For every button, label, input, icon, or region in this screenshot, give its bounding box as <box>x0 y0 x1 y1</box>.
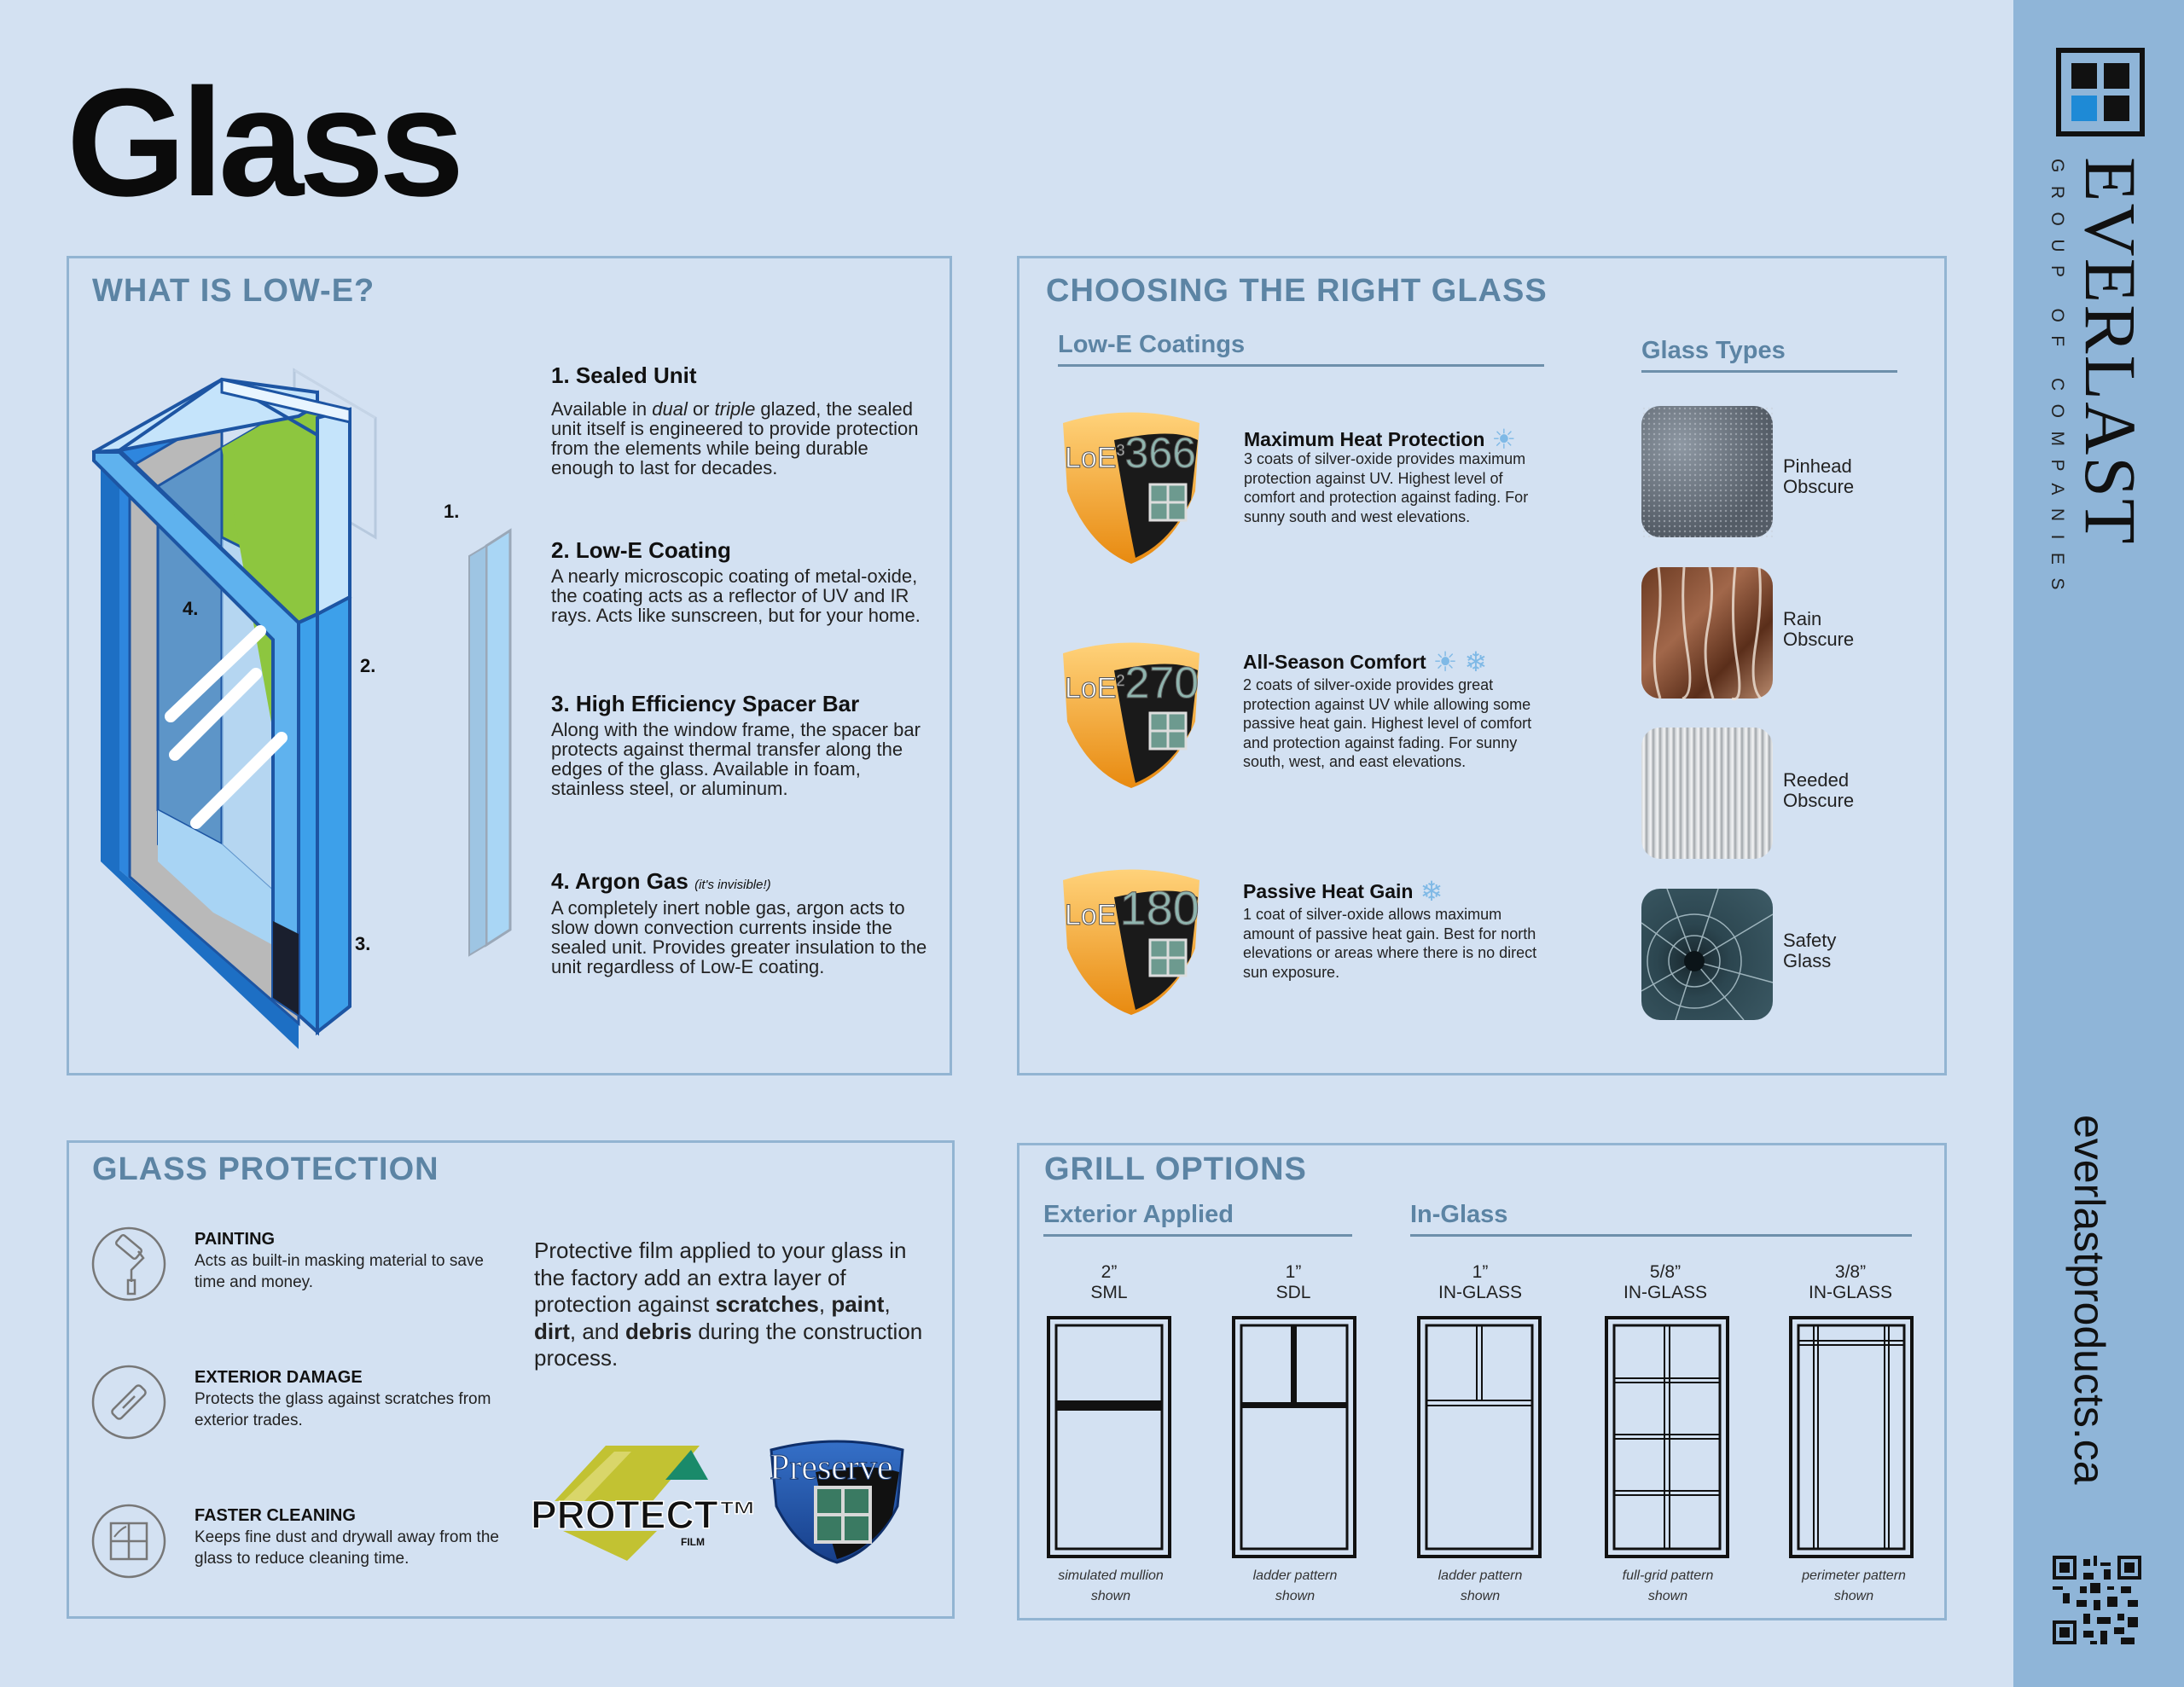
snowflake-icon: ❄ <box>1420 876 1443 907</box>
argon-gas-aside: (it's invisible!) <box>694 878 771 892</box>
grill-full-caption: full-grid pattern shown <box>1622 1568 1714 1603</box>
protection-title: GLASS PROTECTION <box>92 1151 439 1187</box>
spacer-bar-body: Along with the window frame, the spacer bar protects against thermal transfer along the edges of the glass. Available in foam, stainless steel, or aluminum. <box>551 719 921 799</box>
faster-cleaning-body: Keeps fine dust and drywall away from the glass to reduce cleaning time. <box>195 1528 499 1568</box>
painting-title: PAINTING <box>195 1230 276 1249</box>
pinhead-obscure-label: Pinhead Obscure <box>1783 455 1855 497</box>
diagram-label-3: 3. <box>355 933 371 954</box>
diagram-label-1: 1. <box>444 501 460 522</box>
website-url[interactable]: everlastproducts.ca <box>2065 1115 2113 1485</box>
front-frame-right <box>299 614 317 1032</box>
sealed-unit-title: 1. Sealed Unit <box>551 362 697 388</box>
exterior-damage-title: EXTERIOR DAMAGE <box>195 1368 363 1387</box>
svg-text:LoE2270: LoE$^2$270 <box>1065 658 1199 708</box>
page-title: Glass <box>67 57 460 229</box>
glass-types-heading: Glass Types <box>1641 337 1897 373</box>
grill-sdl-caption: ladder pattern shown <box>1252 1568 1338 1603</box>
brand-tagline: GROUP OF COMPANIES <box>2048 159 2067 603</box>
grill-full-diagram <box>1604 1315 1730 1559</box>
svg-text:FILM: FILM <box>681 1536 705 1548</box>
pinhead-obscure-swatch <box>1641 406 1773 537</box>
grill-sml-diagram <box>1046 1315 1172 1559</box>
spacer-bar-title: 3. High Efficiency Spacer Bar <box>551 691 860 716</box>
loe-366-badge <box>1054 406 1208 568</box>
sealed-unit-body: Available in dual or triple glazed, the sealed unit itself is engineered to provide protection from the elements while being durable enough to last for decades. <box>551 398 919 478</box>
diagram-label-2: 2. <box>360 655 376 676</box>
reeded-obscure-swatch <box>1641 728 1773 859</box>
coating-3-body: 1 coat of silver-oxide allows maximum amount of passive heat gain. Best for north elevations or areas where there is no direct sun exposure. <box>1243 906 1537 981</box>
svg-text:LoE180: LoE180 <box>1065 881 1199 935</box>
coating-3-title: Passive Heat Gain ❄ <box>1243 876 1443 907</box>
grill-sml-size: 2” SML <box>1090 1262 1128 1302</box>
protect-film-logo <box>529 1441 758 1569</box>
everlast-logo-icon <box>2056 48 2145 136</box>
sun-icon: ☀ <box>1432 646 1458 677</box>
coating-1-body: 3 coats of silver-oxide provides maximum protection against UV. Highest level of comfort and protection against fading. For sunny south and west elevations. <box>1244 450 1529 525</box>
grill-ladder-caption: ladder pattern shown <box>1438 1568 1523 1603</box>
grill-sdl-size: 1” SDL <box>1275 1262 1311 1302</box>
choosing-title: CHOOSING THE RIGHT GLASS <box>1046 273 1548 309</box>
grill-ladder-diagram <box>1416 1315 1542 1559</box>
low-e-coatings-heading: Low-E Coatings <box>1058 331 1544 367</box>
in-glass-heading: In-Glass <box>1410 1201 1912 1237</box>
argon-gas-body: A completely inert noble gas, argon acts to slow down convection currents inside the sealed unit. Provides greater insulation to the unit regardless of Low-E coating. <box>551 897 927 977</box>
coating-2-title: All-Season Comfort ☀ ❄ <box>1243 646 1488 677</box>
rain-obscure-label: Rain Obscure <box>1783 608 1855 650</box>
exterior-applied-heading: Exterior Applied <box>1043 1201 1352 1237</box>
qr-code[interactable] <box>2053 1556 2141 1644</box>
safety-glass-label: Safety Glass <box>1783 930 1837 971</box>
grill-title: GRILL OPTIONS <box>1044 1151 1307 1187</box>
coating-2-body: 2 coats of silver-oxide provides great protection against UV while allowing some passive heat gain. Highest level of comfort and protection against fading. For sunny south, west, and east elevations. <box>1243 676 1532 770</box>
paint-roller-icon <box>90 1226 167 1302</box>
grill-perimeter-size: 3/8” IN-GLASS <box>1808 1262 1893 1302</box>
svg-text:Preserve: Preserve <box>770 1448 893 1487</box>
grill-ladder-size: 1” IN-GLASS <box>1438 1262 1523 1302</box>
coating-1-title: Maximum Heat Protection ☀ <box>1244 424 1517 455</box>
loe-180-badge <box>1054 863 1208 1017</box>
low-e-coating-body: A nearly microscopic coating of metal-oxide, the coating acts as a reflector of UV and IR rays. Acts like sunscreen, but for your home. <box>551 565 921 626</box>
svg-text:PROTECT™: PROTECT™ <box>531 1493 758 1537</box>
safety-glass-swatch <box>1641 889 1773 1020</box>
scraper-icon <box>90 1364 167 1441</box>
sun-icon: ☀ <box>1491 424 1517 455</box>
separated-pane <box>486 530 510 945</box>
low-e-coating-title: 2. Low-E Coating <box>551 537 731 563</box>
reeded-obscure-label: Reeded Obscure <box>1783 769 1855 811</box>
grill-sml-caption: simulated mullion shown <box>1058 1568 1164 1603</box>
grill-full-size: 5/8” IN-GLASS <box>1623 1262 1708 1302</box>
svg-text:LoE3366: LoE$^3$366 <box>1065 429 1196 477</box>
loe-270-badge <box>1054 636 1208 790</box>
grill-perimeter-diagram <box>1788 1315 1914 1559</box>
sealed-unit-diagram <box>94 367 537 1032</box>
faster-cleaning-title: FASTER CLEANING <box>195 1506 356 1525</box>
protective-film-text: Protective film applied to your glass in the factory add an extra layer of protection against scratches, paint, dirt, and debris during the construction process. <box>534 1238 923 1371</box>
brand-name: EVERLAST <box>2070 157 2152 546</box>
exterior-damage-body: Protects the glass against scratches from exterior trades. <box>195 1390 491 1429</box>
grill-sdl-diagram <box>1231 1315 1357 1559</box>
painting-body: Acts as built-in masking material to save time and money. <box>195 1252 484 1291</box>
preserve-logo <box>764 1438 909 1566</box>
snowflake-icon: ❄ <box>1464 646 1488 677</box>
rain-obscure-swatch <box>1641 567 1773 699</box>
diagram-label-4: 4. <box>183 598 199 619</box>
low-e-title: WHAT IS LOW-E? <box>92 273 375 309</box>
grill-perimeter-caption: perimeter pattern shown <box>1802 1568 1906 1603</box>
argon-gas-title: 4. Argon Gas (it's invisible!) <box>551 868 771 894</box>
window-icon <box>90 1503 167 1580</box>
